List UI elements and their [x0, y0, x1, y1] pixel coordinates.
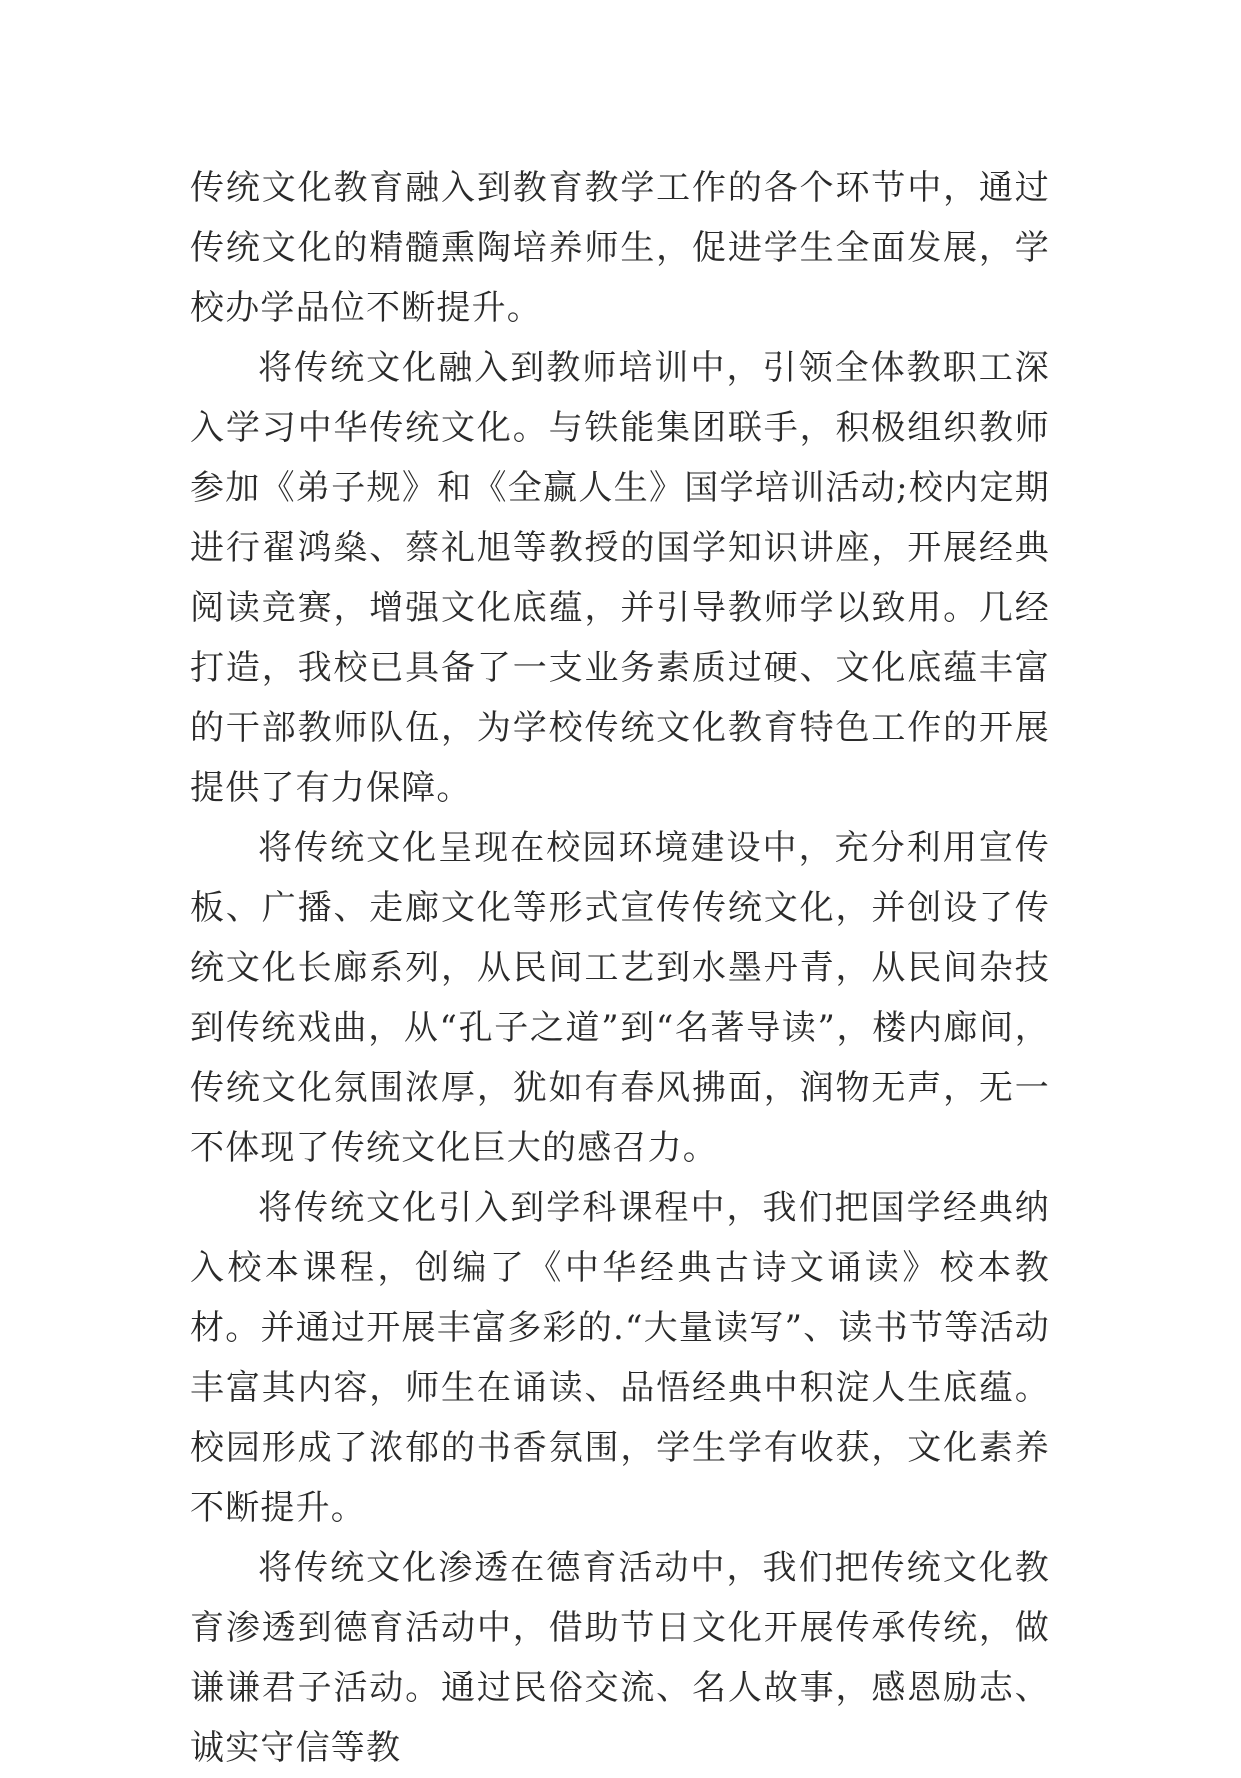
paragraph-teacher-training: 将传统文化融入到教师培训中，引领全体教职工深入学习中华传统文化。与铁能集团联手，积极组织教师参加《弟子规》和《全赢人生》国学培训活动;校内定期进行翟鸿燊、蔡礼旭等教授的国学知识讲座，开展经典阅读竞赛，增强文化底蕴，并引导教师学以致用。几经打造，我校已具备了一支业务素质过硬、文化底蕴丰富的干部教师队伍，为学校传统文化教育特色工作的开展提供了有力保障。	[190, 348, 1050, 808]
document-body	[190, 158, 1050, 1778]
paragraph-campus-environment: 将传统文化呈现在校园环境建设中，充分利用宣传板、广播、走廊文化等形式宣传传统文化，并创设了传统文化长廊系列，从民间工艺到水墨丹青，从民间杂技到传统戏曲，从“孔子之道”到“名著导读”，楼内廊间，传统文化氛围浓厚，犹如有春风拂面，润物无声，无一不体现了传统文化巨大的感召力。	[190, 828, 1050, 1168]
paragraph-continuation: 传统文化教育融入到教育教学工作的各个环节中，通过传统文化的精髓熏陶培养师生，促进学生全面发展，学校办学品位不断提升。	[190, 168, 1050, 328]
paragraph-moral-education: 将传统文化渗透在德育活动中，我们把传统文化教育渗透到德育活动中，借助节日文化开展传承传统，做谦谦君子活动。通过民俗交流、名人故事，感恩励志、诚实守信等教	[190, 1548, 1050, 1768]
paragraph-curriculum: 将传统文化引入到学科课程中，我们把国学经典纳入校本课程，创编了《中华经典古诗文诵读》校本教材。并通过开展丰富多彩的.“大量读写”、读书节等活动丰富其内容，师生在诵读、品悟经典中积淀人生底蕴。校园形成了浓郁的书香氛围，学生学有收获，文化素养不断提升。	[190, 1188, 1050, 1528]
